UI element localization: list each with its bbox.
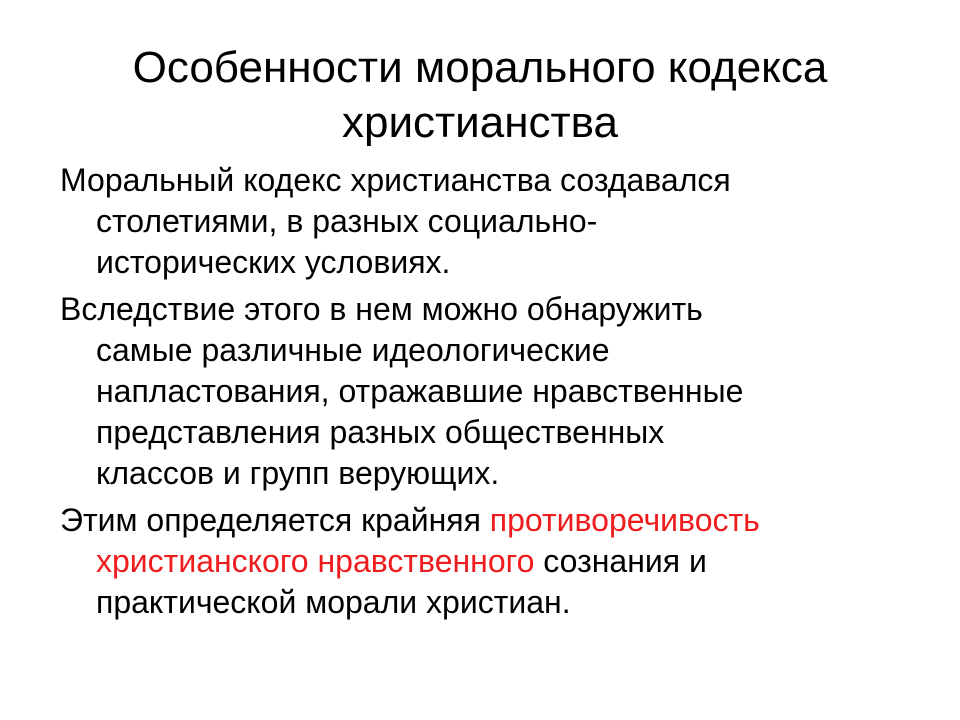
slide-title-line-2: христианства	[341, 98, 619, 147]
paragraph-2-line-5: классов и групп верующих.	[96, 455, 500, 491]
paragraph-2-line-2: самые различные идеологические	[96, 332, 610, 368]
paragraph-1-line-3: исторических условиях.	[96, 244, 451, 280]
paragraph-2-line-4: представления разных общественных	[96, 414, 665, 450]
paragraph-1-line-2: столетиями, в разных социально-	[96, 203, 598, 239]
paragraph-3-line-1-normal: Этим определяется крайняя	[60, 502, 490, 538]
paragraph-3-line-2-normal: сознания и	[534, 543, 707, 579]
slide-body	[60, 160, 920, 629]
paragraph-3	[60, 500, 920, 623]
paragraph-3-line-3: практической морали христиан.	[96, 584, 571, 620]
slide-title-line-1: Особенности морального кодекса	[132, 43, 828, 92]
paragraph-2	[60, 289, 920, 494]
paragraph-1	[60, 160, 920, 283]
paragraph-1-line-1: Моральный кодекс христианства создавался	[60, 162, 731, 198]
paragraph-2-line-3: напластования, отражавшие нравственные	[96, 373, 744, 409]
paragraph-3-highlight-2: христианского нравственного	[96, 543, 535, 579]
paragraph-2-line-1: Вследствие этого в нем можно обнаружить	[60, 291, 703, 327]
slide-title	[60, 40, 900, 150]
paragraph-3-highlight-1: противоречивость	[489, 502, 760, 538]
